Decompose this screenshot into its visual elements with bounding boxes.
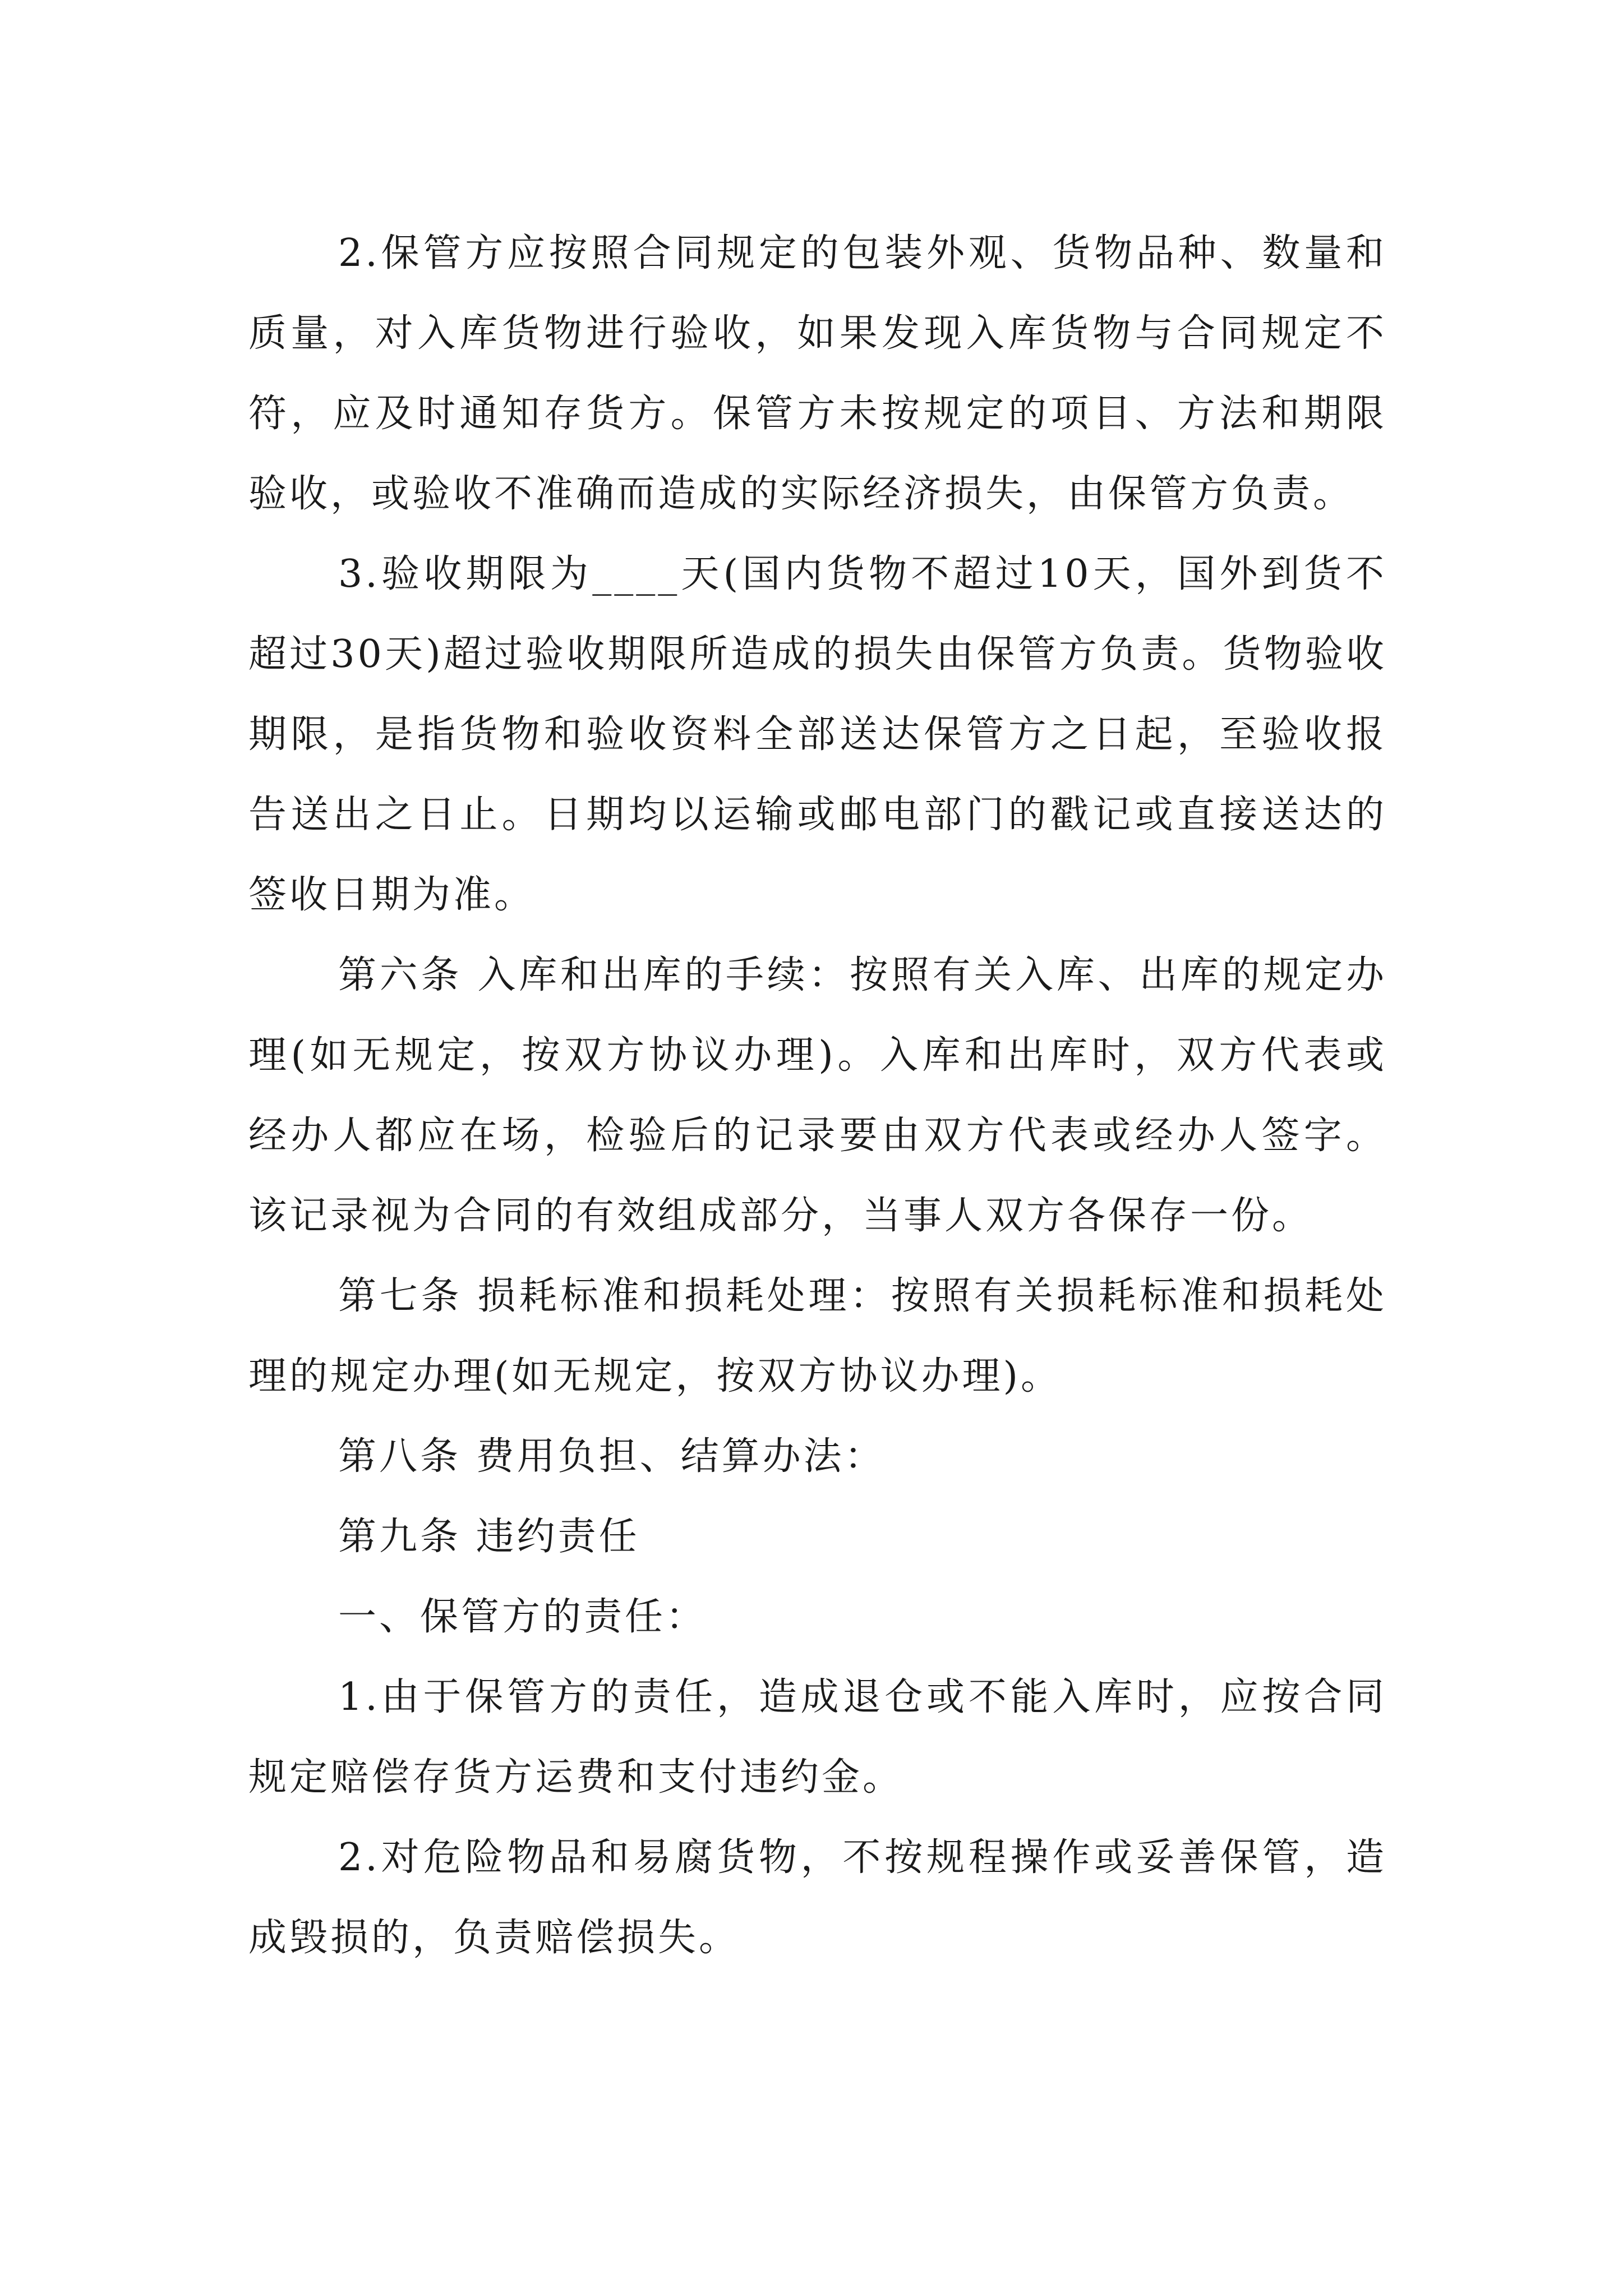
paragraph-liability-item-1: 1.由于保管方的责任，造成退仓或不能入库时，应按合同规定赔偿存货方运费和支付违约金。 [248, 1675, 1387, 1800]
paragraph-article-7: 第七条 损耗标准和损耗处理：按照有关损耗标准和损耗处理的规定办理(如无规定，按双方协议办理)。 [248, 1274, 1387, 1398]
paragraph-custodian-liability-heading: 一、保管方的责任： [338, 1595, 707, 1639]
paragraph-article-6: 第六条 入库和出库的手续：按照有关入库、出库的规定办理(如无规定，按双方协议办理)。入库和出库时，双方代表或经办人都应在场，检验后的记录要由双方代表或经办人签字。该记录视为合同的有效组成部分，当事人双方各保存一份。 [248, 953, 1387, 1238]
paragraph-inspection-scope: 2.保管方应按照合同规定的包装外观、货物品种、数量和质量，对入库货物进行验收，如果发现入库货物与合同规定不符，应及时通知存货方。保管方未按规定的项目、方法和期限验收，或验收不准确而造成的实际经济损失，由保管方负责。 [248, 231, 1387, 516]
paragraph-inspection-period: 3.验收期限为____天(国内货物不超过10天，国外到货不超过30天)超过验收期限所造成的损失由保管方负责。货物验收期限，是指货物和验收资料全部送达保管方之日起，至验收报告送出之日止。日期均以运输或邮电部门的戳记或直接送达的签收日期为准。 [248, 552, 1387, 917]
paragraph-liability-item-2: 2.对危险物品和易腐货物，不按规程操作或妥善保管，造成毁损的，负责赔偿损失。 [248, 1835, 1387, 1960]
paragraph-article-9: 第九条 违约责任 [338, 1515, 640, 1559]
paragraph-article-8: 第八条 费用负担、结算办法： [338, 1434, 886, 1479]
document-body [248, 213, 1387, 1978]
